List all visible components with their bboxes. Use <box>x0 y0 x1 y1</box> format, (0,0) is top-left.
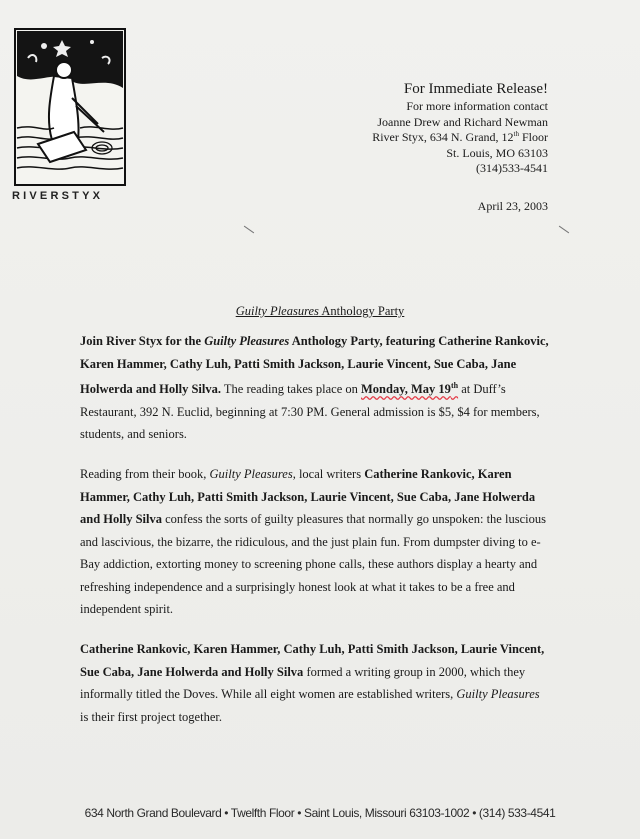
paragraph-description: Reading from their book, Guilty Pleasures, local writers Catherine Rankovic, Karen Hammer, Cathy Luh, Patti Smith Jackson, Laurie Vincent, Sue Caba, Jane Holwerda and Holly Silva confess the sorts of guilty pleasures that normally go unspoken: the luscious and lascivious, the bizarre, the ridiculous, and the just plain fun. From dumpster diving to e-Bay addiction, extorting money to screening phone calls, these authors display a hearty and refreshing independence and a surprisingly honest look at what it takes to be a free and independent spirit. <box>80 467 546 616</box>
logo-wordmark: RIVERSTYX <box>12 190 104 202</box>
contact-phone: (314)533-4541 <box>476 161 548 175</box>
contact-block <box>372 80 548 214</box>
contact-city: St. Louis, MO 63103 <box>446 145 548 160</box>
paragraph-background: Catherine Rankovic, Karen Hammer, Cathy Luh, Patti Smith Jackson, Laurie Vincent, Sue Caba, Jane Holwerda and Holly Silva formed a writing group in 2000, which they informally titled the Doves. While all eight women are established writers, Guilty Pleasures is their first project together. <box>80 642 545 724</box>
river-styx-logo <box>14 28 126 186</box>
contact-names: Joanne Drew and Richard Newman <box>377 114 548 129</box>
contact-line: For more information contact <box>406 99 548 113</box>
highlighted-date: Monday, May 19th <box>361 381 459 397</box>
release-date: April 23, 2003 <box>477 198 548 213</box>
footer-address: 634 North Grand Boulevard • Twelfth Floor • Saint Louis, Missouri 63103-1002 • (314) 533-4541 <box>84 806 556 820</box>
speck-mark <box>244 226 254 234</box>
contact-address: River Styx, 634 N. Grand, 12th Floor <box>372 130 548 144</box>
paragraph-intro: Join River Styx for the Guilty Pleasures Anthology Party, featuring Catherine Rankovic, Karen Hammer, Cathy Luh, Patti Smith Jackson, Laurie Vincent, Sue Caba, Jane Holwerda and Holly Silva. The reading takes place on Monday, May 19th at Duff’s Restaurant, 392 N. Euclid, beginning at 7:30 PM. General admission is $5, $4 for members, students, and seniors. <box>80 334 549 442</box>
release-title: For Immediate Release! <box>403 81 548 97</box>
headline: Guilty Pleasures Anthology Party <box>235 304 405 318</box>
speck-mark <box>559 226 569 234</box>
